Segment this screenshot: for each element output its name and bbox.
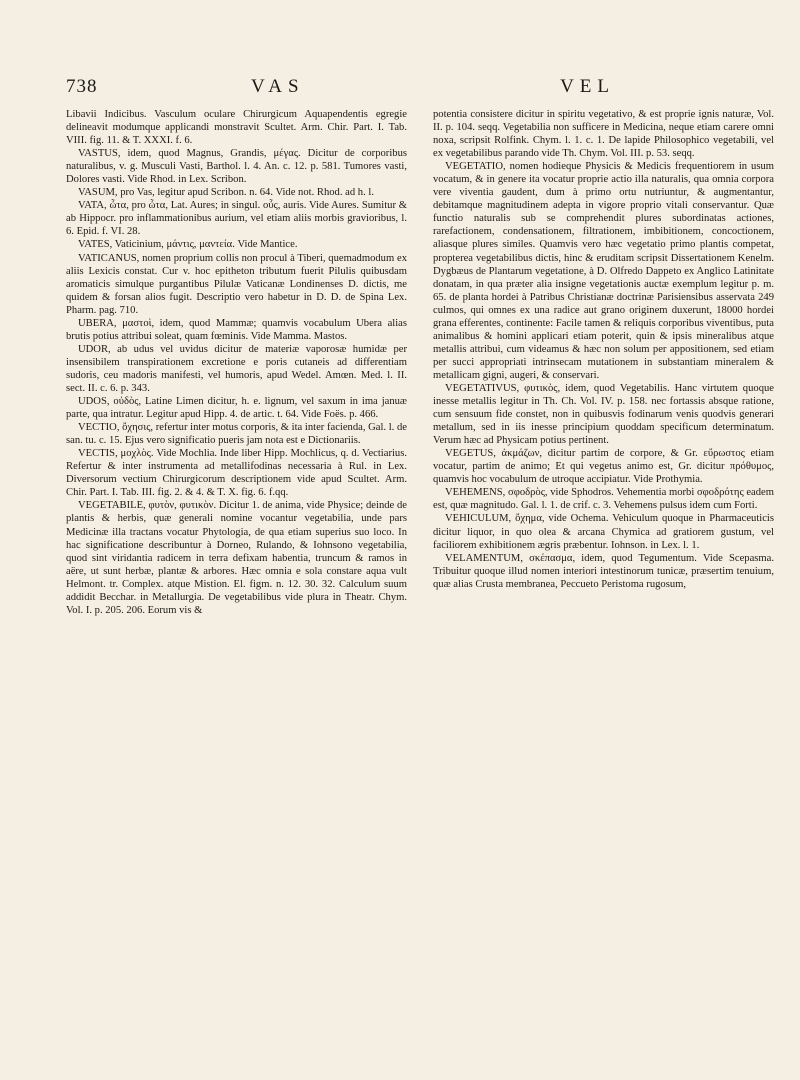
left-column — [66, 108, 407, 617]
dictionary-entry: VEGETABILE, φυτὸν, φυτικὸν. Dicitur 1. de anima, vide Physice; deinde de plantis & herbis, quæ generali nomine vocantur vegetabilia, unde pars Medicinæ illa tractans vocatur Phytologia, de qua etiam superius suo loco. In hac significatione describuntur à Dorneo, Rulando, & Iohnsono vegetabilia, quod sint viridantia radicem in terra defixam habentia, truncum & ramos in aëre, ut sunt herbæ, plantæ & arbores. Hæc omnia e sola constare aqua vult Helmont. tr. Complex. atque Mistion. El. figm. n. 12. 30. 32. Calculum suum addidit Becchar. in Metallurgia. De vegetabilibus vide plura in Theatr. Chym. Vol. I. p. 205. 206. Eorum vis & — [66, 500, 407, 616]
dictionary-entry: VEHEMENS, σφοδρὸς, vide Sphodros. Vehementia morbi σφοδρότης eadem est, quæ magnitudo. Gal. l. 1. de crif. c. 3. Vehemens pulsus idem cum Forti. — [433, 487, 774, 512]
dictionary-entry: VASUM, pro Vas, legitur apud Scribon. n. 64. Vide not. Rhod. ad h. l. — [78, 187, 374, 199]
dictionary-entry: VELAMENTUM, σκέπασμα, idem, quod Tegumentum. Vide Scepasma. Tribuitur quoque illud nomen interiori intestinorum tunicæ, præsertim tenuium, quæ alias Crusta membranea, Peccueto Peristoma rugosum, — [433, 552, 774, 590]
dictionary-entry: VECTIS, μοχλὸς. Vide Mochlia. Inde liber Hipp. Mochlicus, q. d. Vectiarius. Refertur & inter instrumenta ad metallifodinas necessaria à Rul. in Lex. Diversorum vectium Chirurgicorum descriptionem vide apud Scultet. Arm. Chir. Part. I. Tab. III. fig. 2. & 4. & T. X. fig. 6. f.qq. — [66, 448, 407, 499]
continued-text: potentia consistere dicitur in spiritu vegetativo, & est proprie ignis naturæ, Vol. II. p. 104. seqq. Vegetabilia non sufficere in Medicina, neque etiam carere omni noxa, scripsit Rolfink. Chym. l. 1. c. 1. De lapide Philosophico vegetabili, vel ex vegetabilibus parando vide Th. Chym. Vol. III. p. 53. seqq. — [433, 109, 774, 160]
dictionary-entry: VEGETUS, ἀκμάζων, dicitur partim de corpore, & Gr. εὔρωστος etiam vocatur, partim de animo; Et qui vegetus animo est, Gr. dicitur πρόθυμος, quamvis hoc vocabulum de utroque accipiatur. Vide Prothymia. — [433, 448, 774, 486]
text-columns — [66, 108, 774, 617]
dictionary-entry: VECTIO, ὄχησις, refertur inter motus corporis, & ita inter facienda, Gal. l. de san. tu. c. 15. Ejus vero significatio pueris jam nota est e Dictionariis. — [66, 422, 407, 447]
dictionary-entry: VATA, ὦτα, pro ὦτα, Lat. Aures; in singul. οὖς, auris. Vide Aures. Sumitur & ab Hippocr. pro inflammationibus aurium, vel etiam aliis morbis gravioribus, l. 6. Epid. f. VI. 28. — [66, 200, 407, 238]
header-right-title: VEL — [560, 76, 615, 97]
running-header — [66, 76, 760, 98]
dictionary-entry: UDOR, ab udus vel uvidus dicitur de materiæ vaporosæ humidæ per insensibilem transpirationem excretione e poris cutaneis ad differentiam sudoris, ceu madoris manifesti, vel humoris, apud Wedel. Amœn. Med. l. II. sect. II. c. 6. p. 343. — [66, 343, 407, 394]
dictionary-entry: VEGETATIVUS, φυτικὸς, idem, quod Vegetabilis. Hanc virtutem quoque inesse metallis legitur in Th. Ch. Vol. IV. p. 158. nec fortassis absque ratione, cum sensuum fide constet, non in quibusvis fodinarum venis quodvis generari metallum, sed in iis inesse principium quoddam specificum determinatum. Verum hæc ad Physicam potius pertinent. — [433, 382, 774, 447]
dictionary-entry: UBERA, μαστοὶ, idem, quod Mammæ; quamvis vocabulum Ubera alias brutis potius attribui soleat, quam fœminis. Vide Mamma. Mastos. — [66, 317, 407, 342]
header-left-title: VAS — [251, 76, 305, 97]
right-column — [433, 108, 774, 617]
page-number: 738 — [66, 76, 98, 97]
continued-text: Libavii Indicibus. Vasculum oculare Chirurgicum Aquapendentis egregie delineavit modumque applicandi monstravit Scultet. Arm. Chir. Part. I. Tab. VIII. fig. 11. & T. XXXI. f. 6. — [66, 109, 407, 147]
dictionary-entry: VEGETATIO, nomen hodieque Physicis & Medicis frequentiorem in usum vocatum, & in genere ita vocatur proprie actio illa naturalis, qua omnia corpora vere viventia gaudent, dum à primo ortu nutriuntur, & augmentantur, debitamque magnitudinem adepta in vigore proprio vitali conservantur. Quæ functio naturalis sub se comprehendit plures subordinatas actiones, rarefactionem, condensationem, filtrationem, imbibitionem, concoctionem, aliasque plures similes. Quamvis vero hæc vegetatio primo plantis competat, propterea vegetabilibus dictis, hinc & eruditam scripsit Dissertationem Kenelm. Dygbæus de Plantarum vegetatione, à D. Olfredo Dappeto ex Anglico Latinitate donatam, in qua præter alia insigne vegetationis auctæ exemplum legitur p. m. 65. de planta hordei à Patribus Christianæ doctrinæ Parisiensibus asservata 249 culmos, qui omnes ex una radice aut grano originem duxerunt, 18000 hordei grana efferentes, continente: Facile tamen & reliquis corporibus viventibus, puta animalibus & homini applicari etiam poterit, quin & ipsis mineralibus atque metallis attribui, cum videamus & hæc non solum per appositionem, sed etiam per succi appropriati intrinsecam mutationem in substantiam mineralem & metallicam gigni, augeri, & conservari. — [433, 161, 774, 381]
dictionary-entry: VATICANUS, nomen proprium collis non procul à Tiberi, quemadmodum ex aliis Lexicis constat. Cur v. hoc epitheton tributum fuerit Pilulis quibusdam aromaticis simulque purgantibus Pilulæ Vaticanæ Londinenses D. dictis, me quidem & forsan alios fugit. Descriptio vero habetur in D. D. de Spina Lex. Pharm. pag. 710. — [66, 252, 407, 316]
dictionary-entry: UDOS, οὐδὸς, Latine Limen dicitur, h. e. lignum, vel saxum in ima januæ parte, qua intratur. Legitur apud Hipp. 4. de artic. t. 64. Vide Foës. p. 466. — [66, 396, 407, 421]
dictionary-entry: VASTUS, idem, quod Magnus, Grandis, μέγας. Dicitur de corporibus naturalibus, v. g. Musculi Vasti, Barthol. l. 4. An. c. 12. p. 581. Tumores vasti, Dolores vasti. Vide Rhod. in Lex. Scribon. — [66, 148, 407, 186]
dictionary-entry: VATES, Vaticinium, μάντις, μαντεία. Vide Mantice. — [78, 239, 298, 251]
dictionary-entry: VEHICULUM, ὄχημα, vide Ochema. Vehiculum quoque in Pharmaceuticis dicitur liquor, in quo olea & arcana Chymica ad gratiorem gustum, vel faciliorem exhibitionem ægris præbentur. Iohnson. in Lex. l. 1. — [433, 513, 774, 551]
